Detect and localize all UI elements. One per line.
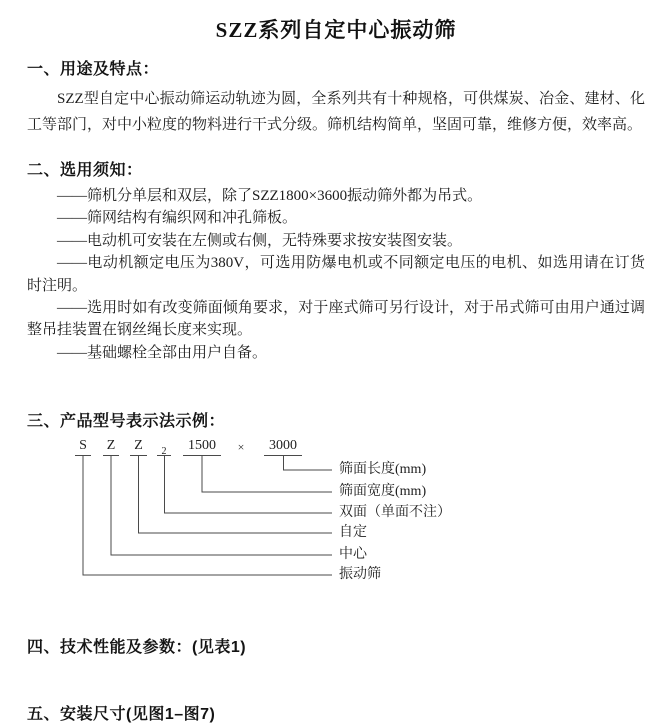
multiply-sign: × bbox=[237, 440, 245, 455]
list-item: ——筛网结构有编织网和冲孔筛板。 bbox=[57, 210, 298, 227]
model-code-width-value: 1500 bbox=[183, 438, 221, 456]
model-label-double-deck: 双面（单面不注） bbox=[339, 505, 451, 521]
section-heading-technical-parameters: 四、技术性能及参数：(见表1) bbox=[27, 639, 247, 657]
document-page bbox=[0, 14, 667, 724]
model-label-centering: 中心 bbox=[339, 547, 367, 563]
model-code-letter-z2: Z bbox=[130, 438, 147, 456]
model-label-vibrating-screen: 振动筛 bbox=[339, 567, 381, 583]
list-item: ——电动机可安装在左侧或右侧，无特殊要求按安装图安装。 bbox=[57, 232, 463, 249]
designation-connector-lines bbox=[27, 436, 645, 588]
section-heading-model-designation: 三、产品型号表示法示例： bbox=[27, 413, 226, 431]
model-label-self: 自定 bbox=[339, 525, 367, 541]
list-item: ——电动机额定电压为380V，可选用防爆电机或不同额定电压的电机、如选用请在订货时注明。 bbox=[27, 255, 645, 294]
model-code-letter-s: S bbox=[75, 438, 91, 456]
selection-notes-list bbox=[27, 185, 645, 364]
model-label-screen-length: 筛面长度(mm) bbox=[339, 462, 427, 478]
section-heading-usage: 一、用途及特点： bbox=[27, 61, 160, 78]
model-code-letter-z1: Z bbox=[103, 438, 119, 456]
model-label-screen-width: 筛面宽度(mm) bbox=[339, 484, 427, 500]
section-heading-selection-notes: 二、选用须知： bbox=[27, 162, 143, 179]
section-heading-installation-dimensions: 五、安装尺寸(见图1–图7) bbox=[27, 706, 216, 724]
model-designation-diagram bbox=[27, 436, 645, 588]
list-item: ——基础螺栓全部由用户自备。 bbox=[57, 344, 268, 361]
model-code-length-value: 3000 bbox=[264, 438, 302, 456]
document-title: SZZ系列自定中心振动筛 bbox=[215, 18, 457, 42]
list-item: ——筛机分单层和双层，除了SZZ1800×3600振动筛外都为吊式。 bbox=[57, 188, 483, 204]
usage-paragraph: SZZ型自定中心振动筛运动轨迹为圆，全系列共有十种规格，可供煤炭、冶金、建材、化工等部门，对中小粒度的物料进行干式分级。筛机结构简单，坚固可靠，维修方便，效率高。 bbox=[27, 91, 645, 133]
model-code-subscript-2: 2 bbox=[157, 442, 171, 456]
list-item: ——选用时如有改变筛面倾角要求，对于座式筛可另行设计，对于吊式筛可由用户通过调整吊挂装置在钢丝绳长度来实现。 bbox=[27, 300, 645, 339]
